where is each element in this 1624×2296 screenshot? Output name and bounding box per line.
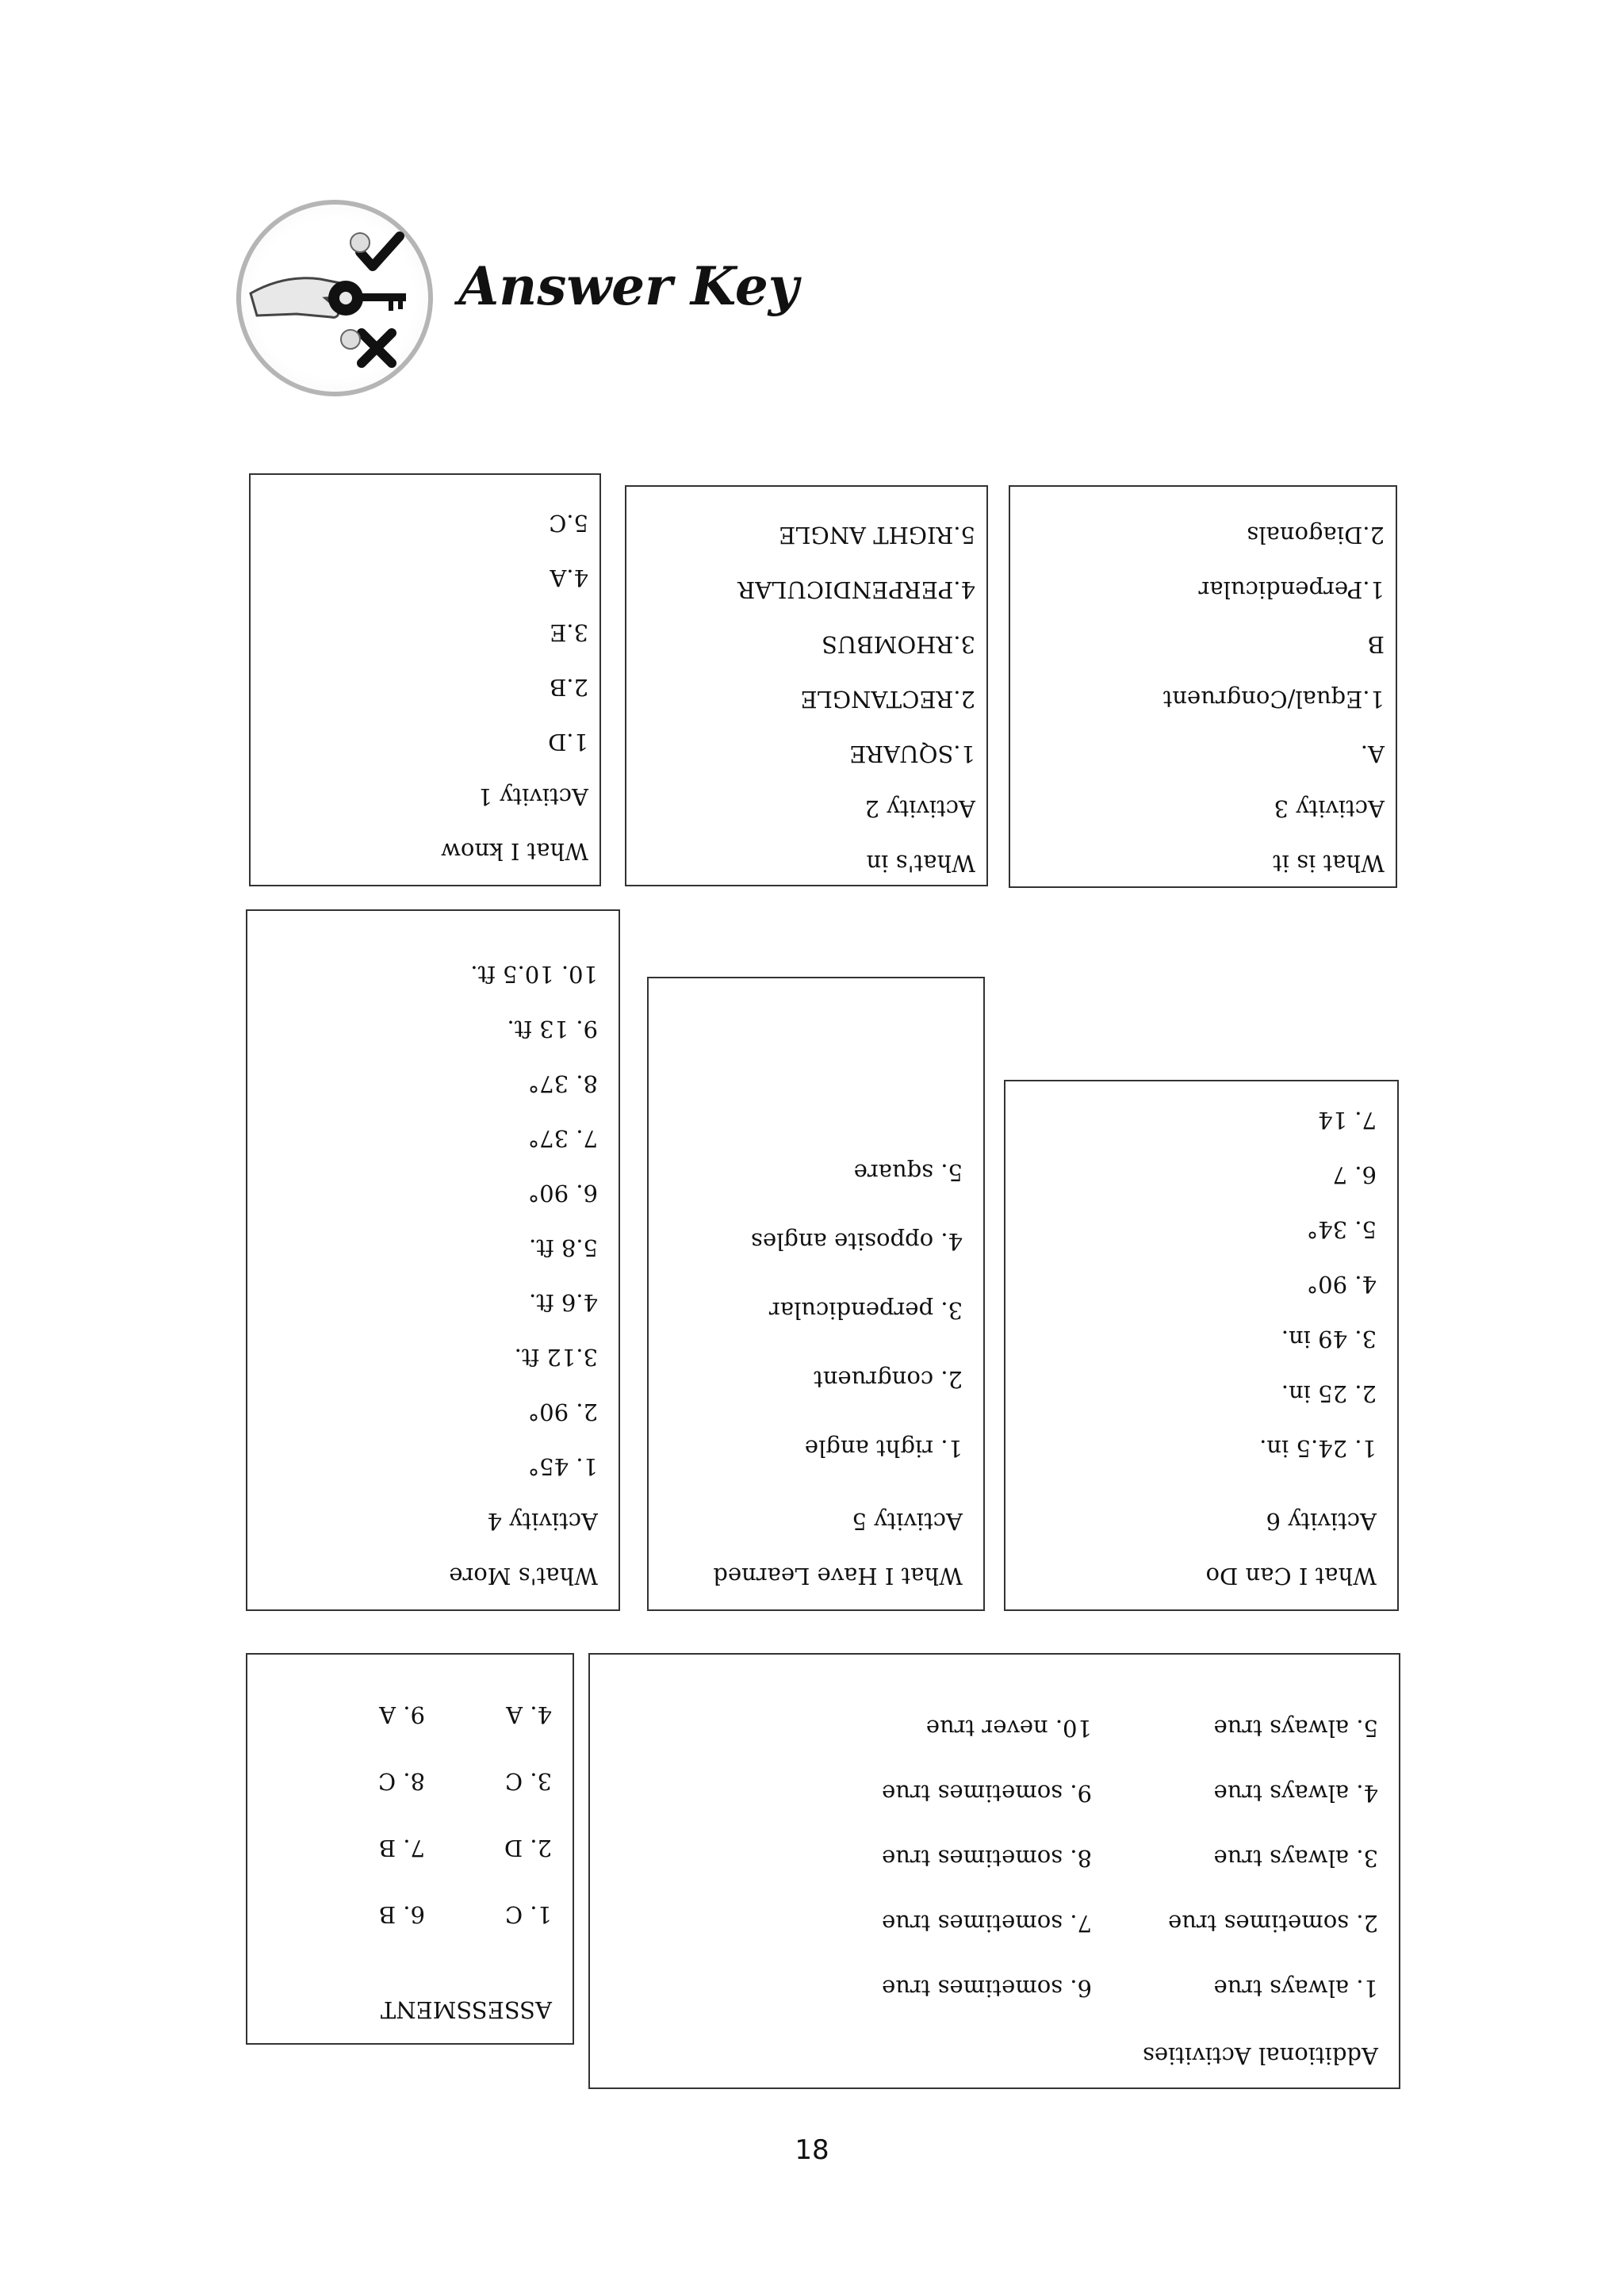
section-heading: What is it <box>1273 850 1385 877</box>
answer-item: 9. sometimes true <box>882 1780 1092 1807</box>
answer-item: 5. square <box>853 1159 963 1186</box>
answer-item: 5. always true <box>1213 1715 1378 1742</box>
assessment-box <box>246 1653 574 2045</box>
answer-item: 5.C <box>549 510 588 537</box>
answer-item: 7. B <box>378 1835 425 1862</box>
answer-item: 1. 24.5 in. <box>1259 1435 1377 1462</box>
answer-item: 3.12 ft. <box>514 1344 598 1371</box>
answer-item: B <box>1367 631 1385 658</box>
answer-item: 6. B <box>378 1901 425 1928</box>
whats-in-box <box>625 485 988 886</box>
answer-item: 4.6 ft. <box>529 1289 598 1316</box>
answer-item: 6. 90° <box>527 1180 598 1207</box>
answer-item: 7. sometimes true <box>882 1910 1092 1937</box>
activity-label: Activity 2 <box>864 795 975 822</box>
answer-item: 5.RIGHT ANGLE <box>779 522 975 549</box>
answer-item: 1. right angle <box>804 1435 963 1462</box>
activity-label: Activity 3 <box>1274 795 1385 822</box>
answer-key-logo <box>236 200 433 396</box>
activity-label: Activity 5 <box>852 1508 963 1535</box>
answer-item: 1.SQUARE <box>849 740 975 767</box>
answer-item: 4. always true <box>1213 1780 1378 1807</box>
answer-item: 3.RHOMBUS <box>822 631 975 658</box>
answer-item: 2. sometimes true <box>1168 1910 1378 1937</box>
what-i-have-learned-box <box>647 977 985 1611</box>
answer-item: 2.RECTANGLE <box>800 686 975 713</box>
answer-item: 2.B <box>550 674 588 701</box>
answer-item: 7. 14 <box>1318 1107 1377 1134</box>
answer-item: 1. 45° <box>527 1453 598 1480</box>
answer-item: 2. 25 in. <box>1281 1380 1377 1407</box>
what-is-it-box <box>1009 485 1397 888</box>
activity-label: Activity 6 <box>1266 1508 1377 1535</box>
answer-item: A. <box>1360 740 1385 767</box>
answer-item: 1.Perpendicular <box>1198 576 1385 603</box>
answer-item: 7. 37° <box>527 1125 598 1152</box>
section-heading: What I know <box>441 838 588 865</box>
answer-item: 3. 49 in. <box>1281 1326 1377 1353</box>
answer-item: 1. C <box>504 1901 552 1928</box>
answer-item: 10. never true <box>925 1715 1092 1742</box>
answer-item: 4. opposite angles <box>751 1228 963 1255</box>
section-heading: ASSESSMENT <box>380 1996 552 2023</box>
answer-item: 3. perpendicular <box>768 1297 963 1324</box>
answer-item: 4.A <box>550 564 588 591</box>
answer-item: 4.PERPENDICULAR <box>737 576 975 603</box>
answer-item: 3.E <box>550 619 588 646</box>
answer-item: 2. 90° <box>527 1399 598 1425</box>
answer-item: 2. congruent <box>814 1366 963 1393</box>
answer-item: 1. always true <box>1213 1975 1378 2002</box>
section-heading: What's More <box>449 1563 598 1590</box>
answer-item: 2. D <box>504 1835 552 1862</box>
section-heading: Additional Activities <box>1143 2042 1378 2069</box>
answer-item: 3. always true <box>1213 1845 1378 1872</box>
answer-item: 3. C <box>504 1768 552 1795</box>
answer-item: 5. 34° <box>1306 1216 1377 1243</box>
answer-item: 8. 37° <box>527 1070 598 1097</box>
section-heading: What I Have Learned <box>713 1563 963 1590</box>
additional-activities-box <box>588 1653 1400 2089</box>
what-i-know-box <box>249 473 601 886</box>
section-heading: What I Can Do <box>1205 1563 1377 1590</box>
answer-item: 8. sometimes true <box>882 1845 1092 1872</box>
activity-label: Activity 1 <box>477 783 588 810</box>
answer-item: 1.Equal/Congruent <box>1162 686 1385 713</box>
answer-item: 4. 90° <box>1306 1271 1377 1298</box>
activity-label: Activity 4 <box>487 1508 598 1535</box>
answer-item: 4. A <box>506 1701 552 1728</box>
answer-item: 5.8 ft. <box>529 1234 598 1261</box>
page-title: Answer Key <box>458 255 799 317</box>
answer-item: 1.D <box>548 729 588 756</box>
answer-item: 2.Diagonals <box>1247 522 1385 549</box>
answer-item: 10. 10.5 ft. <box>470 961 598 988</box>
answer-item: 9. A <box>379 1701 425 1728</box>
whats-more-box <box>246 909 620 1611</box>
answer-key-hand-icon <box>241 205 428 392</box>
what-i-can-do-box <box>1004 1080 1399 1611</box>
answer-item: 9. 13 ft. <box>507 1016 598 1043</box>
answer-item: 6. sometimes true <box>882 1975 1092 2002</box>
answer-item: 6. 7 <box>1332 1161 1377 1188</box>
section-heading: What's in <box>866 850 975 877</box>
page-number: 18 <box>795 2134 829 2166</box>
answer-item: 8. C <box>377 1768 425 1795</box>
